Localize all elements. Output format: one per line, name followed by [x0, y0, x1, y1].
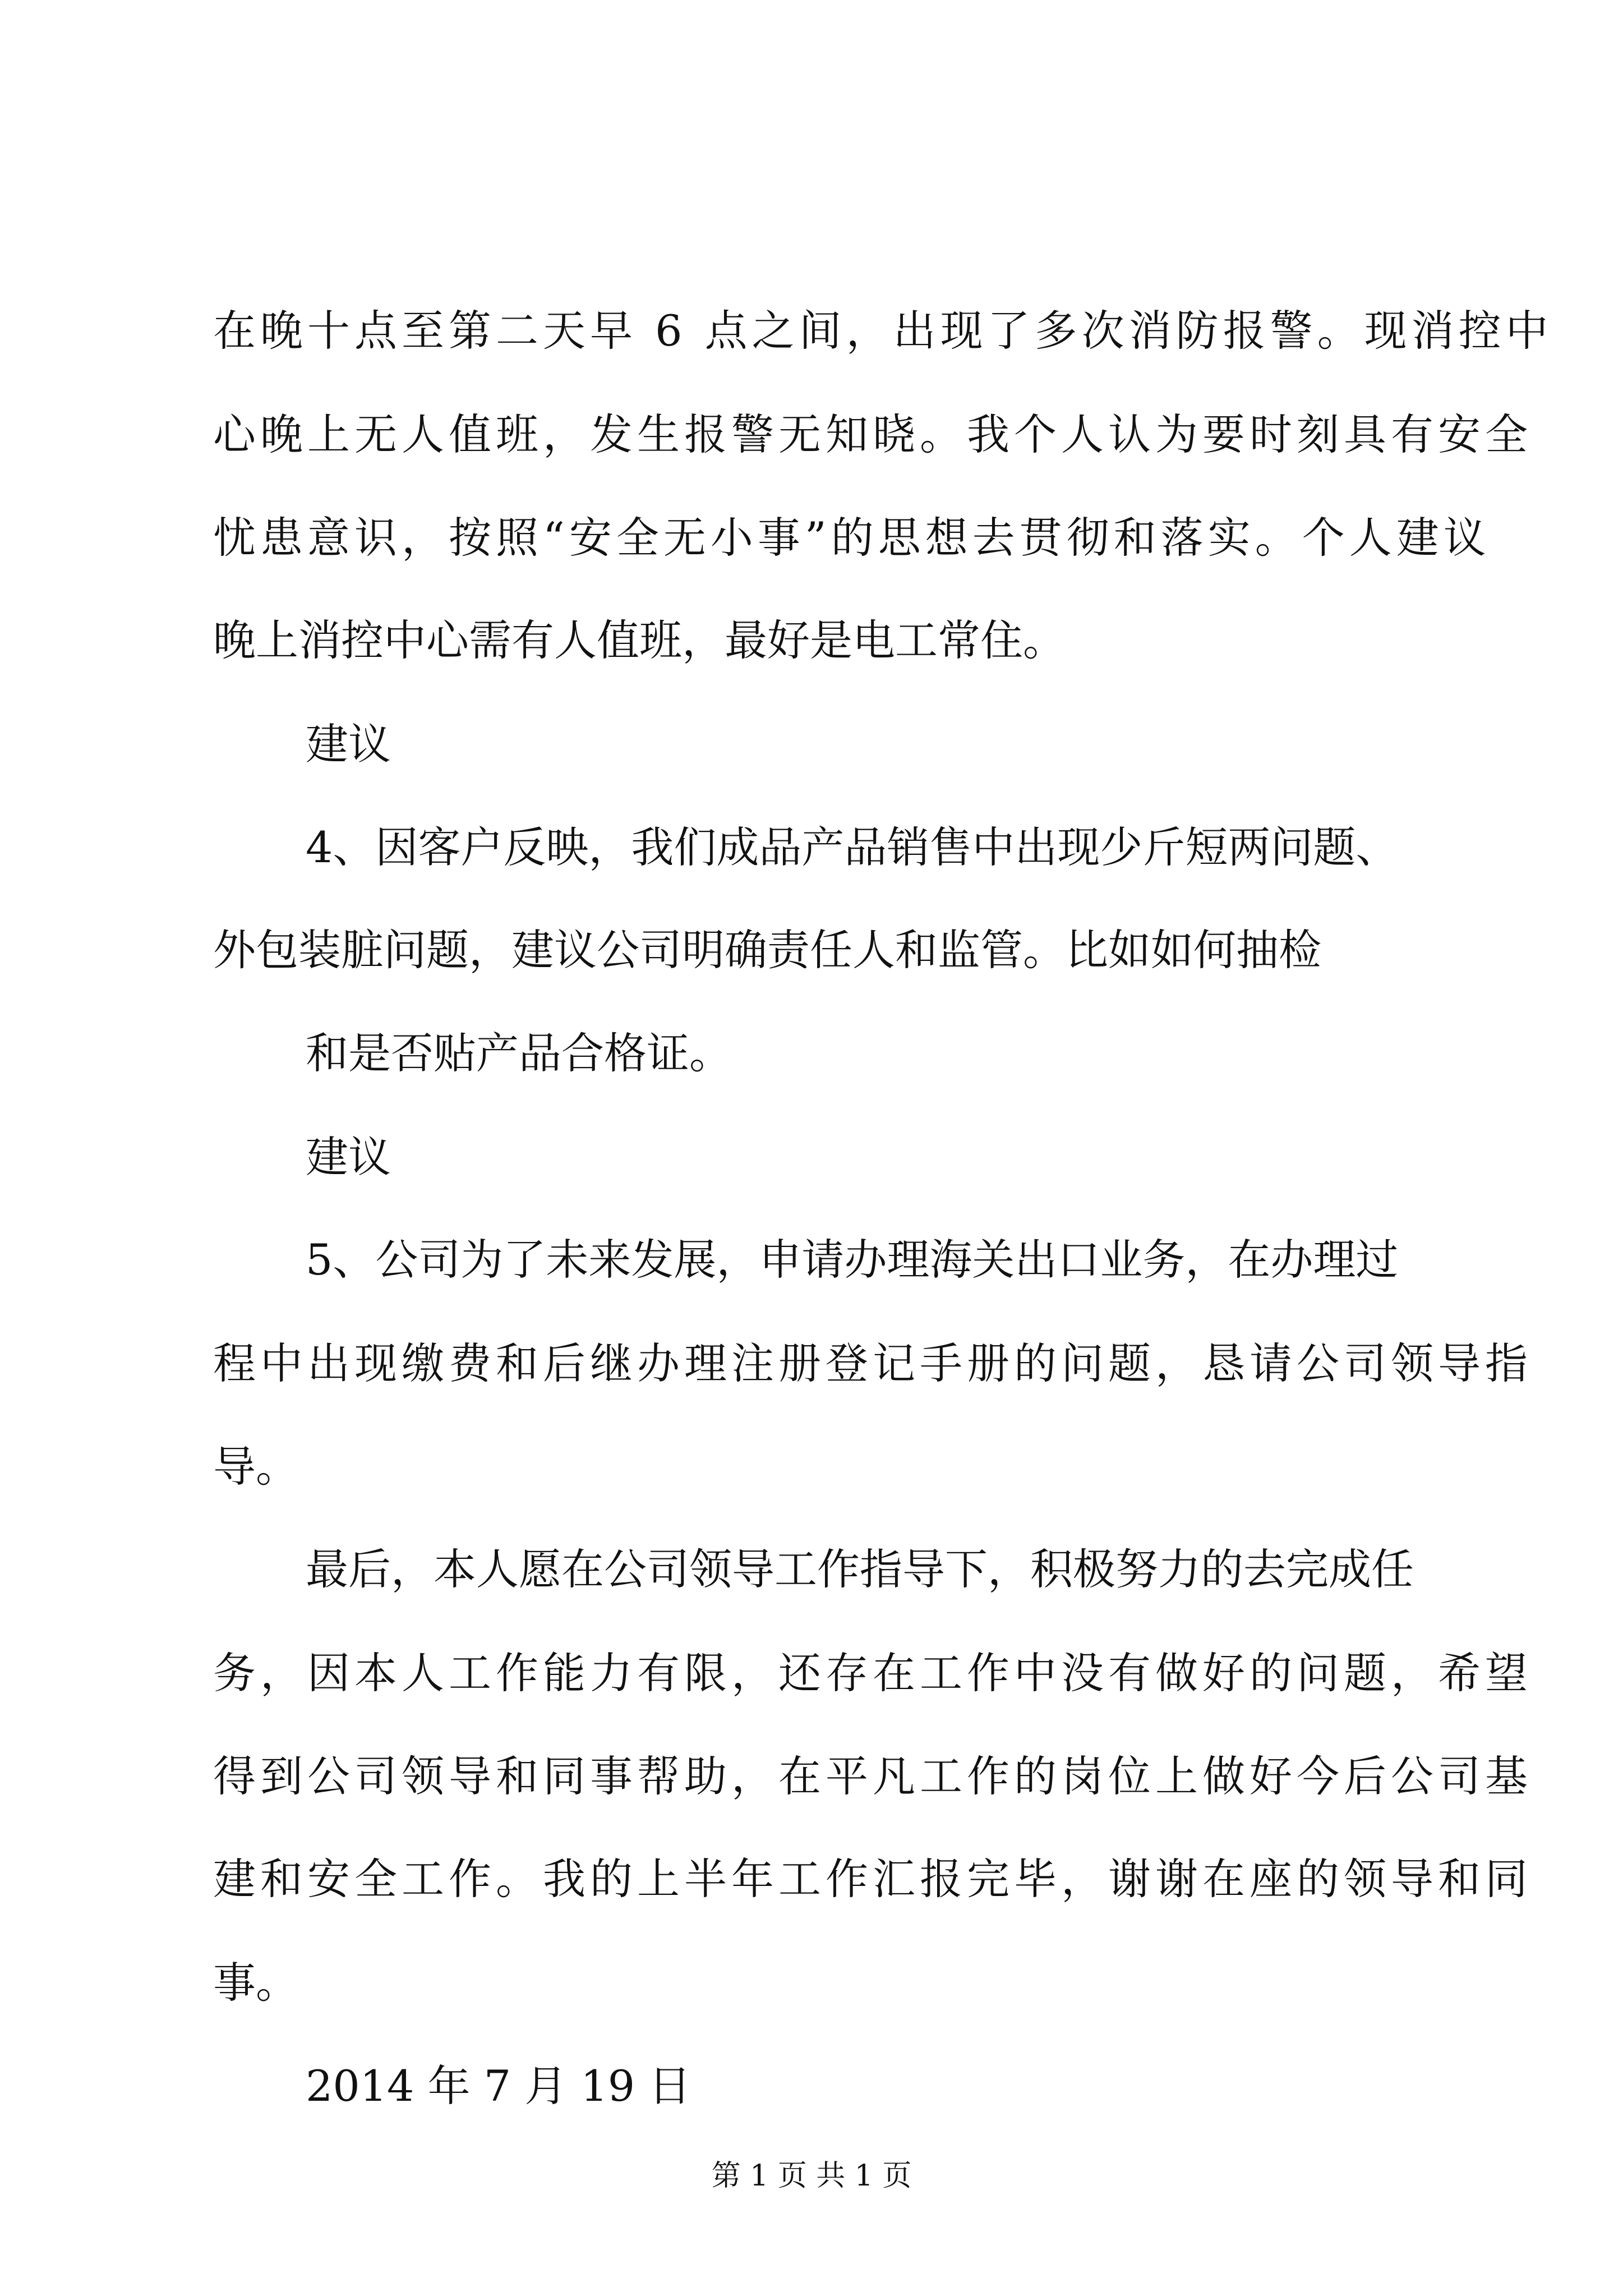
body-line-7: 外包装脏问题，建议公司明确责任人和监管。比如如何抽检: [213, 925, 1321, 975]
body-line-14: 务，因本人工作能力有限，还存在工作中没有做好的问题，希望: [213, 1648, 1532, 1698]
section-heading-suggestion-1: 建议: [306, 719, 391, 769]
body-line-4: 晚上消控中心需有人值班，最好是电工常住。: [213, 615, 1066, 665]
body-line-17: 事。: [213, 1958, 298, 2008]
page-footer: 第 1 页 共 1 页: [711, 2159, 912, 2193]
body-line-15: 得到公司领导和同事帮助，在平凡工作的岗位上做好今后公司基: [213, 1751, 1532, 1801]
body-line-3: 忧患意识，按照“安全无小事”的思想去贯彻和落实。个人建议: [213, 513, 1491, 563]
body-line-11: 程中出现缴费和后继办理注册登记手册的问题，恳请公司领导指: [213, 1338, 1532, 1388]
body-line-13: 最后，本人愿在公司领导工作指导下，积极努力的去完成任: [306, 1544, 1414, 1594]
body-line-6: 4、因客户反映，我们成品产品销售中出现少斤短两问题、: [306, 822, 1399, 872]
section-heading-suggestion-2: 建议: [306, 1132, 391, 1182]
body-line-1: 在晚十点至第二天早 6 点之间，出现了多次消防报警。现消控中: [213, 306, 1553, 356]
body-line-2: 心晚上无人值班，发生报警无知晓。我个人认为要时刻具有安全: [213, 409, 1532, 459]
date-line: 2014 年 7 月 19 日: [306, 2061, 691, 2111]
body-line-16: 建和安全工作。我的上半年工作汇报完毕，谢谢在座的领导和同: [213, 1854, 1532, 1904]
body-line-10: 5、公司为了未来发展，申请办理海关出口业务，在办理过: [306, 1235, 1399, 1285]
body-line-12: 导。: [213, 1442, 298, 1492]
body-line-8: 和是否贴产品合格证。: [306, 1028, 732, 1078]
